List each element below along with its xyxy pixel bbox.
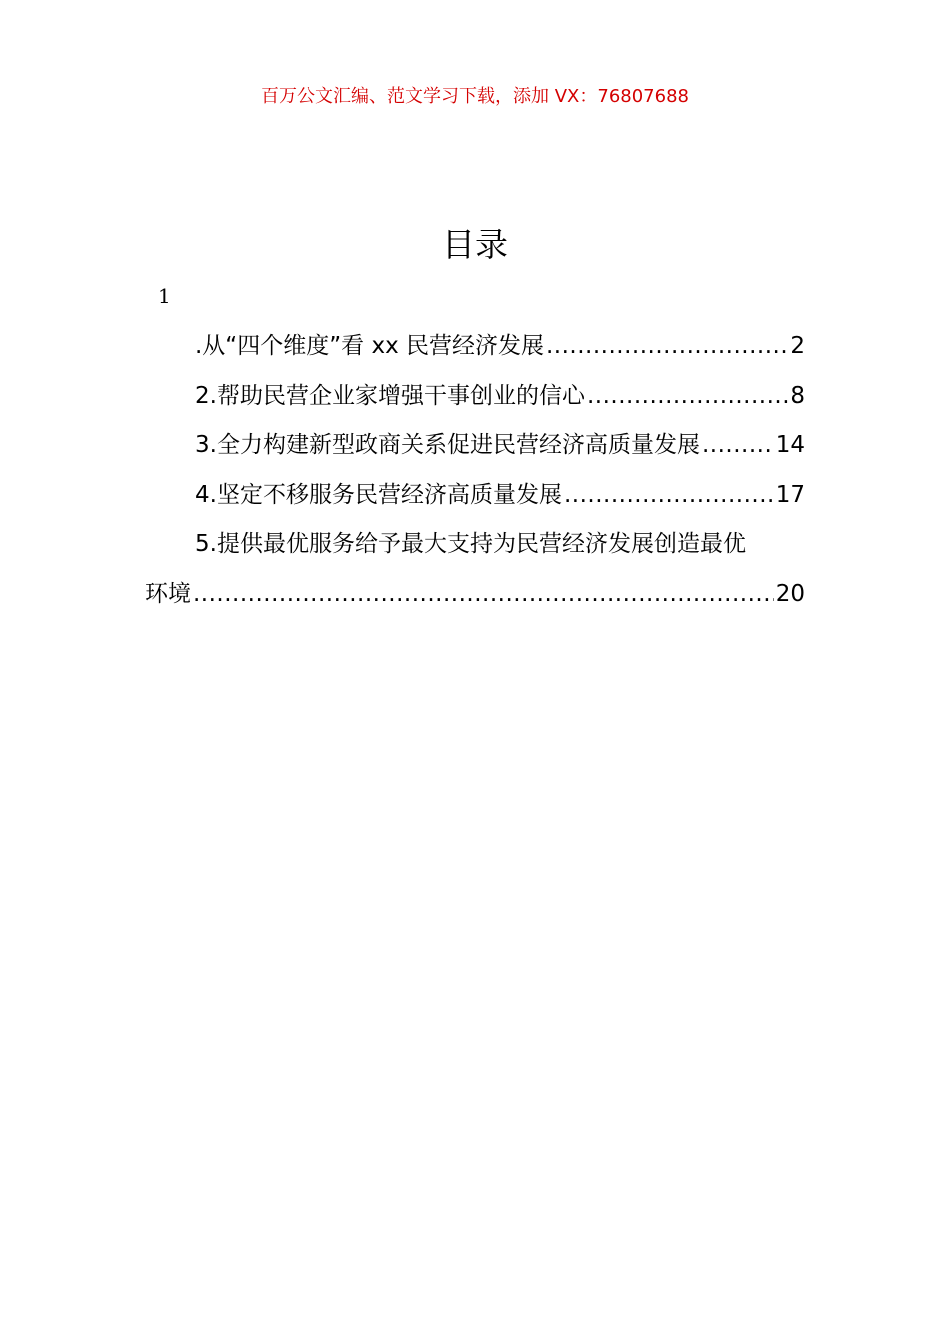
- toc-entry[interactable]: [145, 471, 805, 521]
- toc-entry-title-continued: 环境: [145, 580, 191, 607]
- toc-entry-continuation: [145, 570, 805, 620]
- toc-entry[interactable]: [145, 520, 805, 619]
- toc-entry-page: 17: [775, 481, 805, 508]
- toc-dot-leader: [587, 372, 788, 422]
- toc-entry-title: .从“四个维度”看 xx 民营经济发展: [195, 333, 544, 359]
- page-title: 目录: [442, 225, 508, 264]
- toc-dot-leader: [546, 322, 788, 372]
- toc-entry[interactable]: [145, 421, 805, 471]
- toc-entry[interactable]: [145, 322, 805, 372]
- toc-dot-leader: [193, 570, 774, 620]
- header-banner: 百万公文汇编、范文学习下载，添加 VX：76807688: [261, 86, 689, 107]
- toc-entry-title: 4.坚定不移服务民营经济高质量发展: [195, 481, 562, 508]
- toc-entry-page: 2: [790, 333, 805, 359]
- toc-dot-leader: [564, 471, 774, 521]
- list-number: 1: [158, 284, 171, 308]
- toc-entry-page: 8: [790, 382, 805, 409]
- toc-entry-title: 5.提供最优服务给予最大支持为民营经济发展创造最优: [195, 531, 746, 557]
- toc-dot-leader: [702, 421, 774, 471]
- toc-entry-title: 3.全力构建新型政商关系促进民营经济高质量发展: [195, 432, 700, 458]
- table-of-contents: [145, 322, 805, 619]
- toc-entry-title: 2.帮助民营企业家增强干事创业的信心: [195, 382, 585, 409]
- toc-entry-page: 20: [775, 580, 805, 607]
- toc-entry-page: 14: [775, 432, 805, 458]
- toc-entry[interactable]: [145, 372, 805, 422]
